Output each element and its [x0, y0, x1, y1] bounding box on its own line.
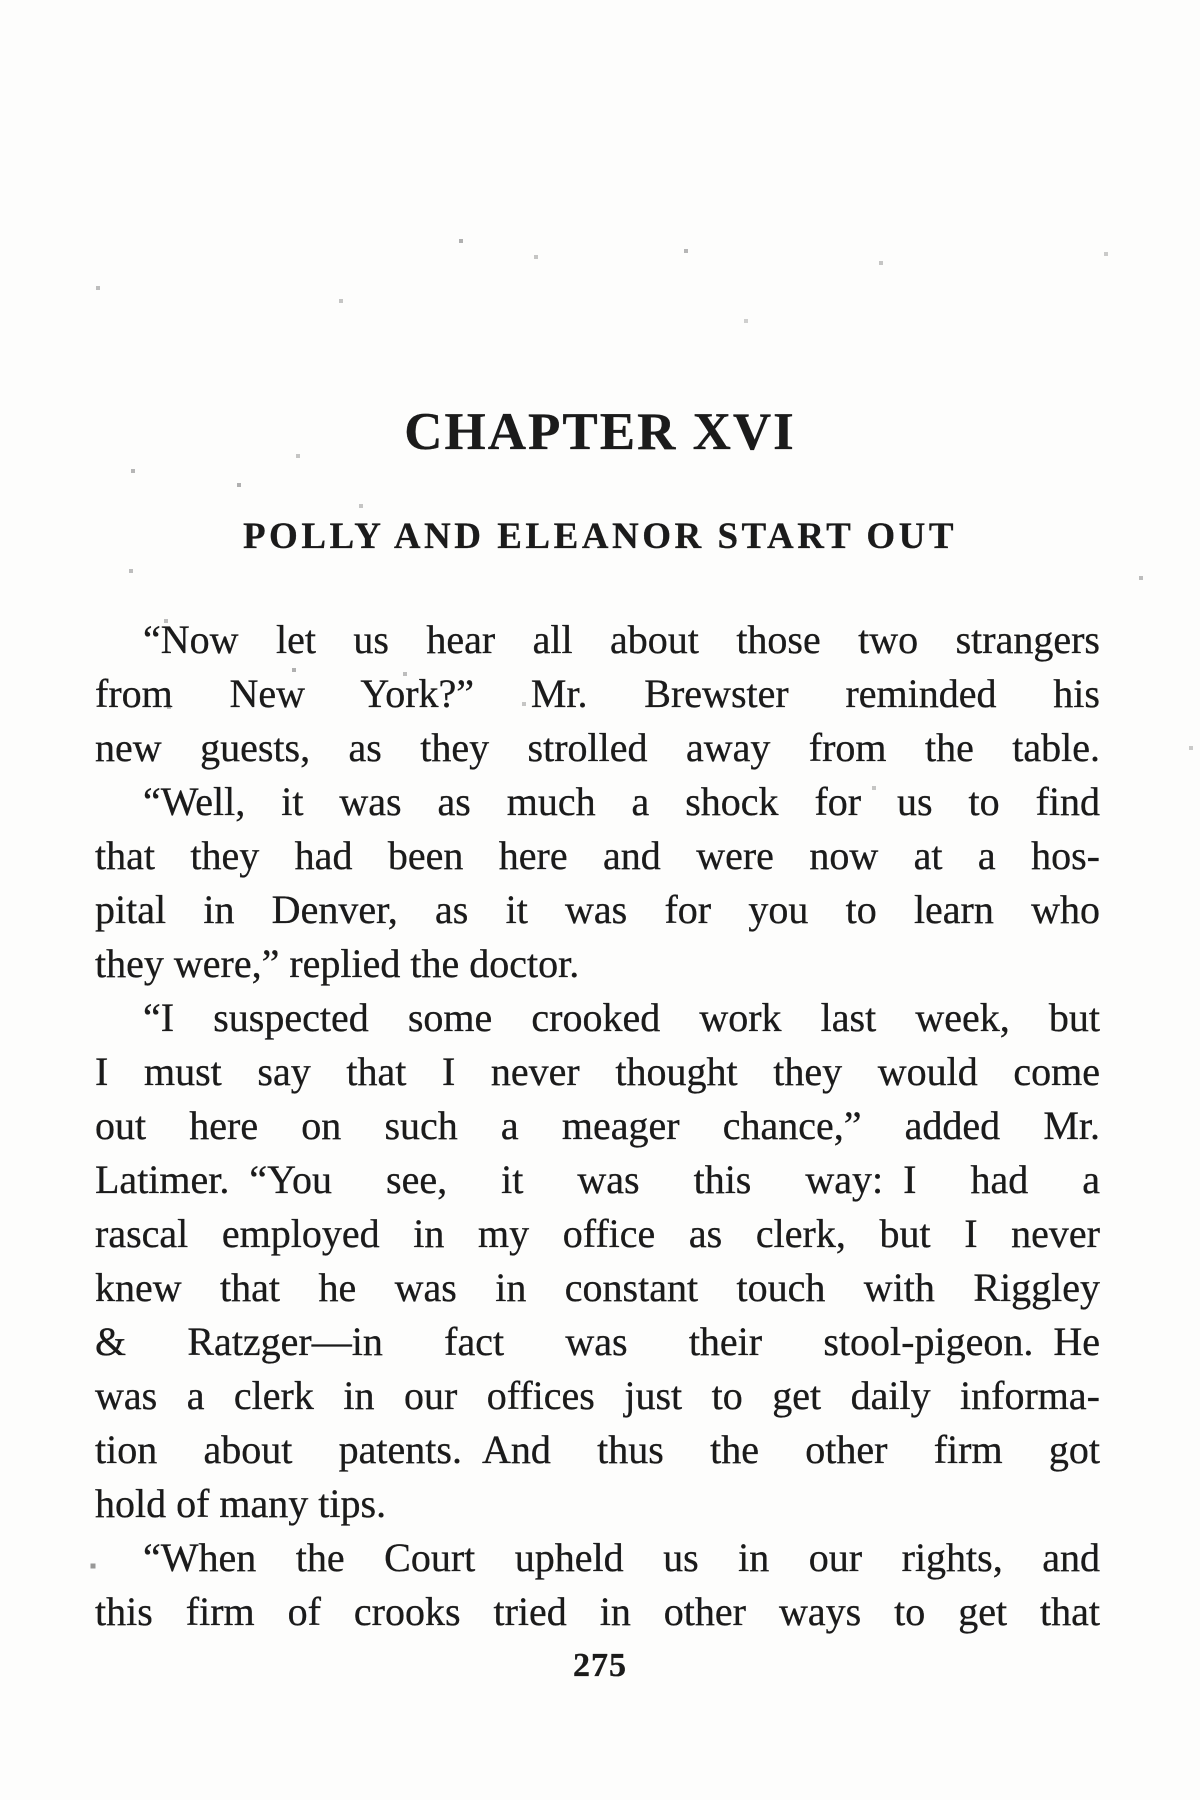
text-line: knew that he was in constant touch with Riggley	[95, 1265, 1100, 1310]
text-line: new guests, as they strolled away from the table.	[95, 725, 1100, 770]
body-text	[95, 613, 1100, 1639]
paragraph	[95, 1531, 1100, 1639]
text-line: that they had been here and were now at a hos-	[95, 833, 1100, 878]
chapter-title: CHAPTER XVI	[404, 403, 796, 461]
text-line: was a clerk in our offices just to get daily informa-	[95, 1373, 1100, 1418]
text-line: rascal employed in my office as clerk, but I never	[95, 1211, 1100, 1256]
paragraph	[95, 613, 1100, 775]
text-line: from New York?” Mr. Brewster reminded his	[95, 671, 1100, 716]
text-line: “Well, it was as much a shock for us to find	[143, 779, 1100, 824]
text-line: “When the Court upheld us in our rights, and	[143, 1535, 1100, 1580]
text-line: “Now let us hear all about those two strangers	[143, 617, 1100, 662]
paragraph	[95, 775, 1100, 991]
paragraph	[95, 991, 1100, 1531]
text-line: tion about patents. And thus the other firm got	[95, 1427, 1100, 1472]
text-line: this firm of crooks tried in other ways to get that	[95, 1589, 1100, 1634]
text-line: I must say that I never thought they would come	[95, 1049, 1100, 1094]
page-number: 275	[573, 1647, 627, 1684]
text-line: & Ratzger—in fact was their stool-pigeon. He	[95, 1319, 1100, 1364]
scan-speckles	[0, 0, 2, 2]
chapter-subtitle: POLLY AND ELEANOR START OUT	[242, 516, 958, 557]
text-line: Latimer. “You see, it was this way: I had a	[95, 1157, 1100, 1202]
text-line: pital in Denver, as it was for you to learn who	[95, 887, 1100, 932]
text-line: they were,” replied the doctor.	[95, 941, 580, 986]
text-line: out here on such a meager chance,” added Mr.	[95, 1103, 1100, 1148]
text-line: hold of many tips.	[95, 1481, 387, 1526]
text-line: “I suspected some crooked work last week, but	[143, 995, 1100, 1040]
